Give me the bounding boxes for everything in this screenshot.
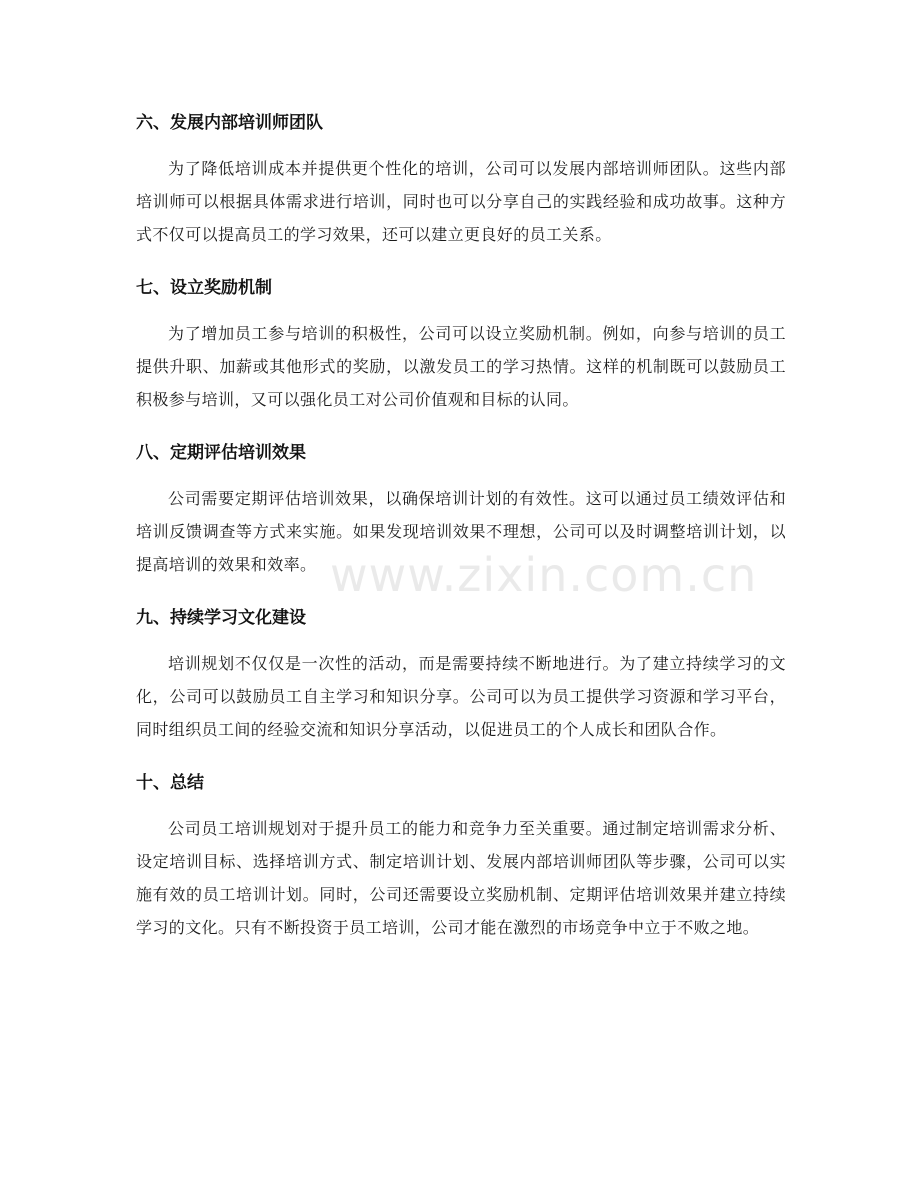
section-9 <box>136 595 786 746</box>
section-heading: 七、设立奖励机制 <box>136 278 272 298</box>
section-heading: 九、持续学习文化建设 <box>136 608 306 628</box>
section-paragraph: 培训规划不仅仅是一次性的活动，而是需要持续不断地进行。为了建立持续学习的文化，公司可以鼓励员工自主学习和知识分享。公司可以为员工提供学习资源和学习平台，同时组织员工间的经验交流和知识分享活动，以促进员工的个人成长和团队合作。 <box>136 654 786 739</box>
watermark: www.zixin.com.cn <box>330 548 758 602</box>
section-6 <box>136 100 786 251</box>
document-page <box>136 100 786 958</box>
section-paragraph: 为了降低培训成本并提供更个性化的培训，公司可以发展内部培训师团队。这些内部培训师可以根据具体需求进行培训，同时也可以分享自己的实践经验和成功故事。这种方式不仅可以提高员工的学习效果，还可以建立更良好的员工关系。 <box>136 159 786 244</box>
section-10 <box>136 760 786 944</box>
section-heading: 十、总结 <box>136 773 204 793</box>
section-heading: 六、发展内部培训师团队 <box>136 113 323 133</box>
section-paragraph: 为了增加员工参与培训的积极性，公司可以设立奖励机制。例如，向参与培训的员工提供升职、加薪或其他形式的奖励，以激发员工的学习热情。这样的机制既可以鼓励员工积极参与培训，又可以强化员工对公司价值观和目标的认同。 <box>136 324 786 409</box>
section-paragraph: 公司员工培训规划对于提升员工的能力和竞争力至关重要。通过制定培训需求分析、设定培训目标、选择培训方式、制定培训计划、发展内部培训师团队等步骤，公司可以实施有效的员工培训计划。同时，公司还需要设立奖励机制、定期评估培训效果并建立持续学习的文化。只有不断投资于员工培训，公司才能在激烈的市场竞争中立于不败之地。 <box>136 819 786 937</box>
section-heading: 八、定期评估培训效果 <box>136 443 306 463</box>
section-7 <box>136 265 786 416</box>
section-paragraph: 公司需要定期评估培训效果，以确保培训计划的有效性。这可以通过员工绩效评估和培训反馈调查等方式来实施。如果发现培训效果不理想，公司可以及时调整培训计划，以提高培训的效果和效率。 <box>136 489 786 574</box>
